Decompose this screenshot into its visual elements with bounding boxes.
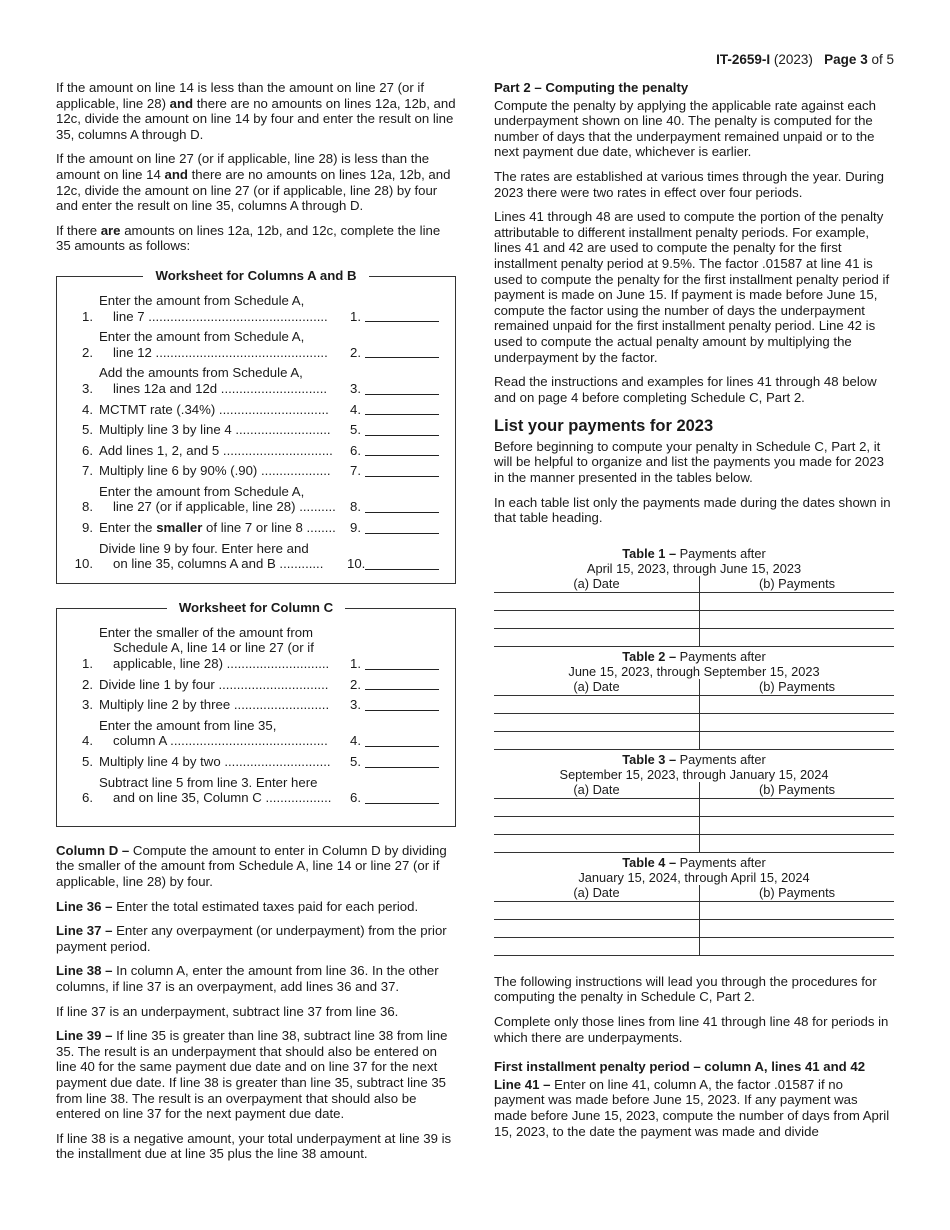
table-caption: Table 3 – Payments after September 15, 2023, through January 15, 2024 xyxy=(559,751,829,782)
paragraph-line14: If the amount on line 14 is less than the amount on line 27 (or if applicable, line 28) and there are no amounts on lines 12a, 12b, and 12c, divide the amount on line 14 by four and enter the result on line 35, columns A through D. xyxy=(56,80,456,142)
date-cell[interactable] xyxy=(494,610,700,628)
line-38-instructions: Line 38 – In column A, enter the amount from line 36. In the other columns, if line 37 is an overpayment, add lines 36 and 37. xyxy=(56,963,439,994)
entry-field[interactable] xyxy=(365,791,439,804)
payment-cell[interactable] xyxy=(700,713,895,731)
entry-field[interactable] xyxy=(365,657,439,670)
payment-cell[interactable] xyxy=(700,695,895,713)
entry-field[interactable] xyxy=(365,402,439,415)
form-id: IT-2659-I xyxy=(716,52,771,67)
worksheet-line: 9. Enter the smaller of line 7 or line 8 ........ 9. xyxy=(57,520,455,536)
worksheet-line: 2. Enter the amount from Schedule A, line 12 ............................................... 2. xyxy=(57,329,455,360)
table-row xyxy=(494,919,894,937)
line-39-note: If line 38 is a negative amount, your total underpayment at line 39 is the installment due at line 35 plus the line 38 amount. xyxy=(56,1130,452,1162)
payment-cell[interactable] xyxy=(700,901,895,919)
paragraph-read-instructions: Read the instructions and examples for lines 41 through 48 below and on page 4 before completing Schedule C, Part 2. xyxy=(494,374,877,405)
payment-cell[interactable] xyxy=(700,816,895,834)
worksheet-line: 5. Multiply line 3 by line 4 .......................... 5. xyxy=(57,422,455,438)
entry-field[interactable] xyxy=(365,443,439,456)
payment-cell[interactable] xyxy=(700,731,895,749)
worksheet-line: 10. Divide line 9 by four. Enter here and on line 35, columns A and B ............ 10. xyxy=(57,541,455,572)
worksheet-line: 1. Enter the smaller of the amount from Schedule A, line 14 or line 27 (or if applicable, line 28) ............................ 1. xyxy=(57,625,455,672)
date-cell[interactable] xyxy=(494,834,700,852)
payment-cell[interactable] xyxy=(700,592,895,610)
date-cell[interactable] xyxy=(494,901,700,919)
date-cell[interactable] xyxy=(494,592,700,610)
first-installment-heading: First installment penalty period – column A, lines 41 and 42 xyxy=(494,1059,866,1075)
payment-cell[interactable] xyxy=(700,937,895,955)
payments-column-header: (b) Payments xyxy=(700,885,895,902)
table-row xyxy=(494,628,894,646)
list-payments-heading: List your payments for 2023 xyxy=(494,417,714,436)
paragraph-line27: If the amount on line 27 (or if applicable, line 28) is less than the amount on line 14 and there are no amounts on lines 12a, 12b, and 12c, divide the amount on line 27 (or if applicable, line 28) by four and enter the result on line 35, columns A through D. xyxy=(56,151,451,214)
table-caption: Table 1 – Payments after April 15, 2023, through June 15, 2023 xyxy=(586,545,802,576)
payment-cell[interactable] xyxy=(700,834,895,852)
page-number: Page 3 xyxy=(824,52,868,67)
payment-cell[interactable] xyxy=(700,919,895,937)
table-row xyxy=(494,592,894,610)
form-year: (2023) xyxy=(773,52,813,67)
table-caption: Table 2 – Payments after June 15, 2023, through September 15, 2023 xyxy=(568,648,820,679)
worksheet-line: 6. Subtract line 5 from line 3. Enter here and on line 35, Column C .................. 6. xyxy=(57,775,455,806)
entry-field[interactable] xyxy=(365,464,439,477)
date-cell[interactable] xyxy=(494,798,700,816)
payments-column-header: (b) Payments xyxy=(700,679,895,696)
date-column-header: (a) Date xyxy=(494,782,700,799)
worksheet-line: 3. Add the amounts from Schedule A, lines 12a and 12d ............................. 3. xyxy=(57,365,455,396)
payment-cell[interactable] xyxy=(700,610,895,628)
entry-field[interactable] xyxy=(365,557,439,570)
table-row xyxy=(494,816,894,834)
date-column-header: (a) Date xyxy=(494,679,700,696)
entry-field[interactable] xyxy=(365,500,439,513)
page-total: of 5 xyxy=(871,52,894,67)
entry-field[interactable] xyxy=(365,521,439,534)
entry-field[interactable] xyxy=(365,309,439,322)
table-row xyxy=(494,798,894,816)
table-row xyxy=(494,834,894,852)
payment-cell[interactable] xyxy=(700,628,895,646)
date-cell[interactable] xyxy=(494,937,700,955)
line-36-instructions: Line 36 – Enter the total estimated taxes paid for each period. xyxy=(56,898,419,914)
paragraph-table-dates: In each table list only the payments made during the dates shown in that table heading. xyxy=(494,494,891,526)
payments-column-header: (b) Payments xyxy=(700,576,895,593)
column-d-instructions: Column D – Compute the amount to enter in Column D by dividing the smaller of the amount from Schedule A, line 14 or line 27 (or if applicable, line 28) by four. xyxy=(56,842,447,889)
worksheet-line: 5. Multiply line 4 by two ............................. 5. xyxy=(57,754,455,770)
date-cell[interactable] xyxy=(494,731,700,749)
date-cell[interactable] xyxy=(494,713,700,731)
payments-column-header: (b) Payments xyxy=(700,782,895,799)
worksheet-columns-a-b xyxy=(56,267,456,584)
entry-field[interactable] xyxy=(365,734,439,747)
entry-field[interactable] xyxy=(365,677,439,690)
paragraph-organize: Before beginning to compute your penalty in Schedule C, Part 2, it will be helpful to organize and list the payments you made for 2023 in the manner presented in the tables below. xyxy=(494,438,884,486)
paragraph-compute-penalty: Compute the penalty by applying the applicable rate against each underpayment shown on line 40. The penalty is computed for the number of days that the underpayment remained unpaid or to the next payment due date, whichever is earlier. xyxy=(494,97,876,160)
table-row xyxy=(494,901,894,919)
table-row xyxy=(494,610,894,628)
table-row xyxy=(494,937,894,955)
date-column-header: (a) Date xyxy=(494,576,700,593)
paragraph-lines-41-48: Lines 41 through 48 are used to compute the portion of the penalty attributable to different installment penalty periods. For example, lines 41 and 42 are used to compute the penalty for the first installment penalty period at 9.5%. The factor .01587 at line 41 is used to compute the penalty for the first installment penalty period if payment is made on June 15. If payment is made before June 15, compute the factor using the number of days the underpayment remained unpaid for the first installment penalty period. Line 42 is used to compute the actual penalty amount by multiplying the underpayment by the factor. xyxy=(494,209,890,365)
paragraph-complete-only: Complete only those lines from line 41 through line 48 for periods in which there are underpayments. xyxy=(494,1014,889,1045)
worksheet-line: 4. Enter the amount from line 35, column A ........................................... 4. xyxy=(57,718,455,749)
left-column xyxy=(56,80,456,1171)
date-cell[interactable] xyxy=(494,816,700,834)
paragraph-following-instructions: The following instructions will lead you through the procedures for computing the penalty in Schedule C, Part 2. xyxy=(494,973,877,1005)
worksheet-line: 8. Enter the amount from Schedule A, line 27 (or if applicable, line 28) .......... 8. xyxy=(57,484,455,515)
entry-field[interactable] xyxy=(365,755,439,768)
worksheet-title: Worksheet for Column C xyxy=(167,600,345,615)
payments-table-2 xyxy=(494,649,894,750)
date-cell[interactable] xyxy=(494,919,700,937)
part-2-heading: Part 2 – Computing the penalty xyxy=(494,80,689,95)
line-41-instructions: Line 41 – Enter on line 41, column A, the factor .01587 if no payment was made before June 15, 2023. If any payment was made before June 15, 2023, compute the number of days from April 15, 2023, to the date the payment was made and divide xyxy=(494,1076,890,1139)
worksheet-line: 7. Multiply line 6 by 90% (.90) ................... 7. xyxy=(57,463,455,479)
worksheet-line: 3. Multiply line 2 by three .......................... 3. xyxy=(57,697,455,713)
entry-field[interactable] xyxy=(365,345,439,358)
paragraph-rates: The rates are established at various times through the year. During 2023 there were two rates in effect over four periods. xyxy=(494,168,884,200)
line-37-instructions: Line 37 – Enter any overpayment (or underpayment) from the prior payment period. xyxy=(56,923,447,954)
worksheet-line: 1. Enter the amount from Schedule A, line 7 ................................................. 1. xyxy=(57,293,455,324)
worksheet-title: Worksheet for Columns A and B xyxy=(143,268,368,283)
worksheet-line: 6. Add lines 1, 2, and 5 .............................. 6. xyxy=(57,443,455,459)
table-caption: Table 4 – Payments after January 15, 2024, through April 15, 2024 xyxy=(578,854,810,885)
payments-table-1 xyxy=(494,546,894,647)
worksheet-line: 2. Divide line 1 by four .............................. 2. xyxy=(57,677,455,693)
payments-table-3 xyxy=(494,752,894,853)
entry-field[interactable] xyxy=(365,382,439,395)
paragraph-12abc: If there are amounts on lines 12a, 12b, and 12c, complete the line 35 amounts as follows: xyxy=(56,222,441,254)
page-header xyxy=(716,52,894,67)
entry-field[interactable] xyxy=(365,698,439,711)
date-cell[interactable] xyxy=(494,628,700,646)
entry-field[interactable] xyxy=(365,423,439,436)
table-row xyxy=(494,731,894,749)
date-column-header: (a) Date xyxy=(494,885,700,902)
line-38-note: If line 37 is an underpayment, subtract line 37 from line 36. xyxy=(56,1003,399,1019)
worksheet-column-c xyxy=(56,599,456,827)
payment-cell[interactable] xyxy=(700,798,895,816)
right-column xyxy=(494,80,894,1148)
line-39-instructions: Line 39 – If line 35 is greater than line 38, subtract line 38 from line 35. The result is an underpayment that should also be entered on line 40 for the same payment due date and on line 37 for the next payment due date. If line 38 is greater than line 35, subtract line 35 from line 38. The result is an overpayment that should also be entered on line 37 for the next payment due date. xyxy=(56,1028,448,1122)
payments-table-4 xyxy=(494,855,894,956)
table-row xyxy=(494,713,894,731)
table-row xyxy=(494,695,894,713)
worksheet-line: 4. MCTMT rate (.34%) .............................. 4. xyxy=(57,402,455,418)
date-cell[interactable] xyxy=(494,695,700,713)
